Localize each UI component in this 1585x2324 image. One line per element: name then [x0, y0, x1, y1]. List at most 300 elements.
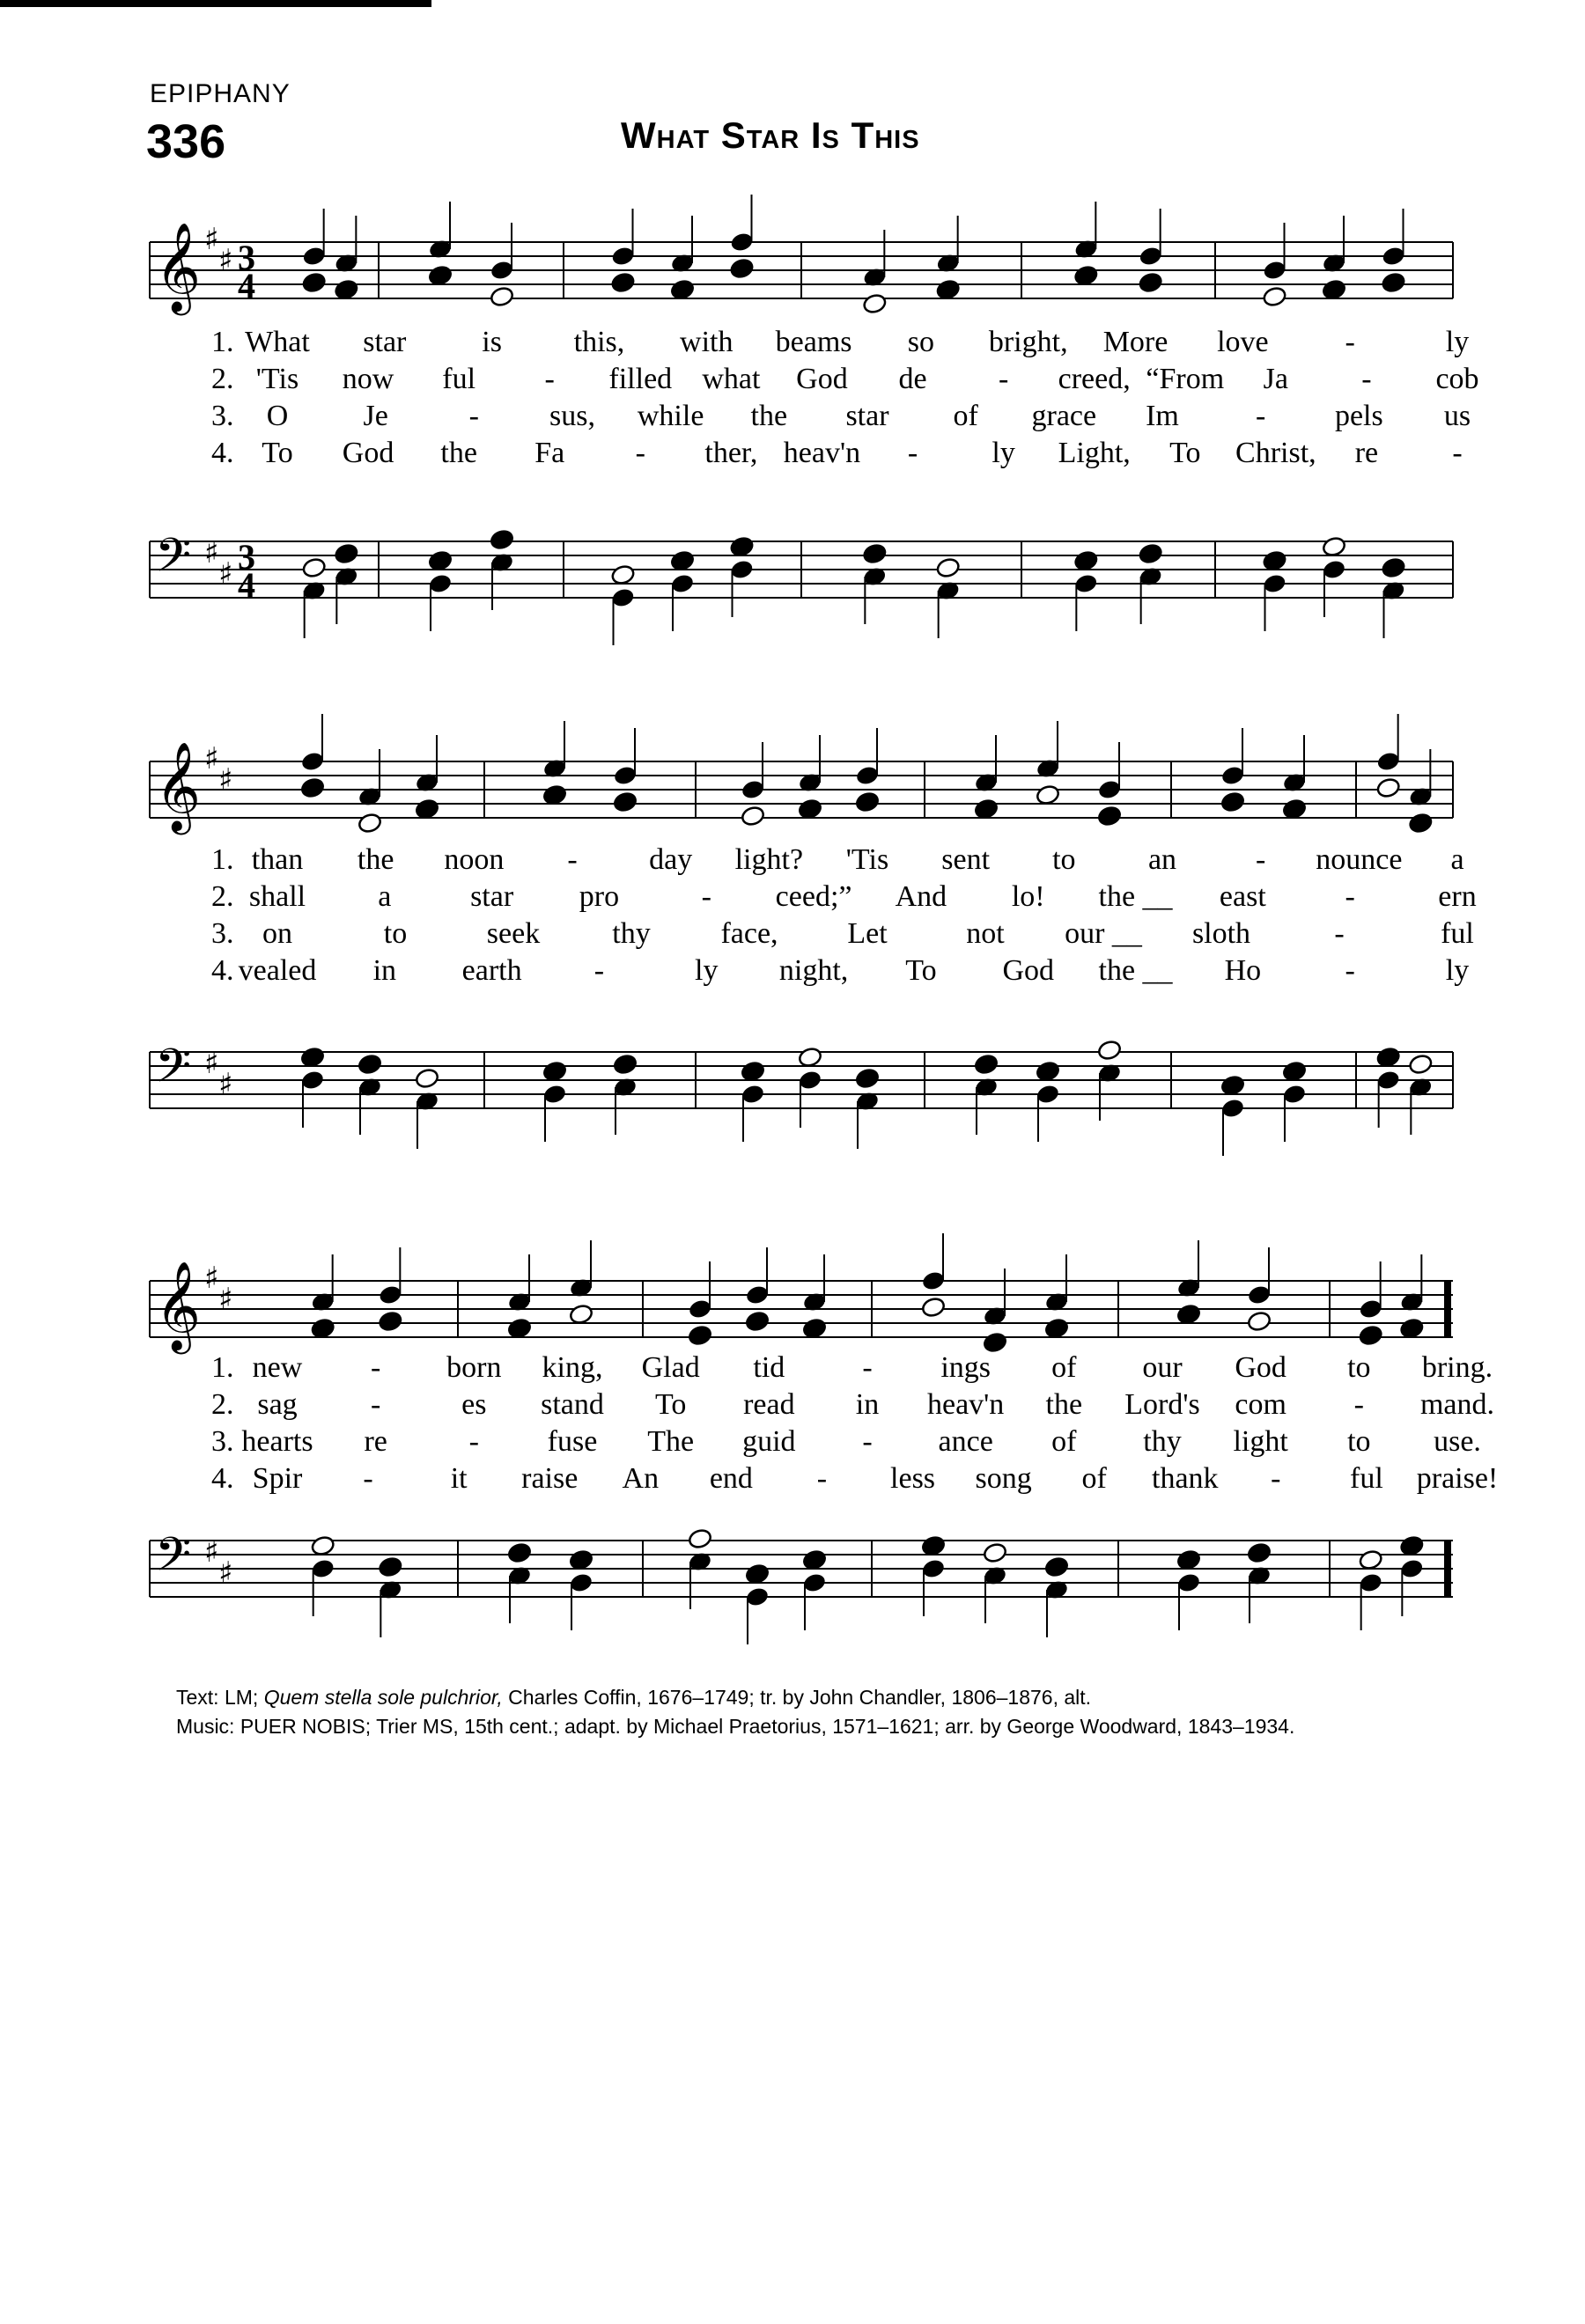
lyric-syllable: ly: [992, 437, 1015, 469]
note-head: [1381, 556, 1406, 578]
lyric-syllable: so: [907, 326, 935, 358]
lyric-syllable: -: [907, 437, 918, 469]
lyric-syllable: To: [1169, 437, 1201, 469]
sharp-sign: ♯: [218, 1067, 233, 1102]
lyric-syllable: this,: [573, 326, 625, 358]
lyric-syllable: of: [1051, 1351, 1077, 1384]
lyric-syllable: creed,: [1058, 363, 1131, 395]
note-head: [802, 1548, 828, 1570]
note-head: [1262, 549, 1287, 571]
lyric-syllable: grace: [1031, 400, 1097, 432]
lyric-syllable: -: [816, 1462, 828, 1495]
note-head: [1375, 776, 1401, 798]
section-heading: EPIPHANY: [150, 79, 291, 108]
lyric-syllable: on: [262, 917, 292, 950]
lyric-syllable: lo!: [1011, 880, 1045, 913]
lyric-syllable: To: [905, 954, 937, 987]
lyric-syllable: More: [1102, 326, 1168, 358]
lyric-syllable: to: [1347, 1425, 1371, 1458]
note-head: [300, 776, 326, 798]
note-head: [1408, 1053, 1434, 1075]
lyric-syllable: our __: [1065, 917, 1142, 950]
lyric-syllable: to: [1052, 843, 1076, 876]
lyric-syllable: of: [1051, 1425, 1077, 1458]
verse-3-line-2: [150, 917, 1474, 956]
lyric-syllable: king,: [542, 1351, 603, 1384]
note-head: [802, 1317, 828, 1339]
lyric-syllable: while: [637, 400, 704, 432]
note-head: [670, 278, 696, 300]
lyric-syllable: God: [796, 363, 848, 395]
note-head: [1282, 1060, 1308, 1082]
lyric-syllable: it: [450, 1462, 468, 1495]
lyric-syllable: com: [1235, 1388, 1286, 1421]
treble-clef: 𝄞: [155, 221, 202, 312]
note-head: [1408, 812, 1434, 834]
lyric-syllable: pels: [1334, 400, 1383, 432]
sharp-sign: ♯: [204, 535, 219, 570]
verse-2-line-2: [150, 880, 1477, 919]
note-head: [415, 1067, 440, 1089]
note-head: [428, 549, 453, 571]
lyric-syllable: face,: [720, 917, 778, 950]
note-head: [1262, 285, 1287, 307]
note-head: [301, 556, 327, 578]
time-signature: 3: [238, 238, 255, 277]
lyric-syllable: -: [862, 1425, 873, 1458]
note-head: [798, 798, 823, 820]
time-signature: 4: [238, 565, 255, 605]
lyric-syllable: earth: [461, 954, 522, 987]
lyric-syllable: -: [544, 363, 555, 395]
verse-2-line-1: [150, 363, 1479, 401]
verse-number: 1.: [211, 1351, 234, 1384]
note-head: [358, 812, 383, 834]
lyric-syllable: stand: [541, 1388, 604, 1421]
sharp-sign: ♯: [204, 222, 219, 257]
note-head: [935, 278, 961, 300]
lyric-syllable: in: [855, 1388, 880, 1421]
lyric-syllable: Light,: [1058, 437, 1131, 469]
note-head: [1036, 783, 1061, 805]
note-head: [729, 535, 755, 557]
note-head: [1247, 1310, 1272, 1332]
note-head: [610, 271, 636, 293]
lyric-syllable: es: [461, 1388, 487, 1421]
note-head: [670, 549, 696, 571]
note-head: [855, 791, 881, 813]
lyric-syllable: What: [245, 326, 310, 358]
note-head: [300, 1046, 326, 1068]
bass-staff-3: [150, 1505, 1453, 1655]
lyric-syllable: light?: [734, 843, 804, 876]
lyric-syllable: -: [635, 437, 645, 469]
note-head: [1322, 535, 1347, 557]
note-head: [1358, 1324, 1383, 1346]
sharp-sign: ♯: [204, 1261, 219, 1296]
lyric-syllable: with: [680, 326, 734, 358]
note-head: [1375, 1046, 1401, 1068]
note-head: [1247, 1541, 1272, 1563]
note-head: [1044, 1317, 1070, 1339]
note-head: [1399, 1317, 1425, 1339]
lyric-syllable: cob: [1435, 363, 1479, 395]
lyric-syllable: To: [654, 1388, 687, 1421]
note-head: [1073, 549, 1099, 571]
lyric-syllable: sag: [257, 1388, 298, 1421]
top-rule: [0, 0, 431, 7]
verse-3-line-3: [150, 1425, 1481, 1464]
lyric-syllable: of: [1081, 1462, 1107, 1495]
lyric-syllable: born: [446, 1351, 502, 1384]
lyric-syllable: God: [342, 437, 394, 469]
lyric-syllable: our: [1142, 1351, 1183, 1384]
note-head: [569, 1303, 594, 1325]
lyric-syllable: the: [1045, 1388, 1083, 1421]
lyric-syllable: Lord's: [1124, 1388, 1200, 1421]
lyric-syllable: Christ,: [1235, 437, 1316, 469]
lyric-syllable: nounce: [1316, 843, 1403, 876]
note-head: [1097, 1039, 1123, 1061]
lyric-syllable: ceed;”: [775, 880, 852, 913]
note-head: [729, 257, 755, 279]
lyric-syllable: to: [383, 917, 408, 950]
lyric-syllable: light: [1233, 1425, 1288, 1458]
lyric-syllable: new: [252, 1351, 303, 1384]
note-head: [855, 1067, 881, 1089]
lyric-syllable: day: [649, 843, 693, 876]
lyric-syllable: re: [364, 1425, 387, 1458]
lyric-syllable: star: [470, 880, 514, 913]
lyric-syllable: a: [378, 880, 392, 913]
verse-number: 4.: [211, 437, 234, 469]
lyric-syllable: -: [363, 1462, 373, 1495]
lyric-syllable: the: [750, 400, 788, 432]
note-head: [613, 791, 638, 813]
lyric-syllable: ance: [938, 1425, 993, 1458]
lyric-syllable: -: [1361, 363, 1372, 395]
hymn-title: What Star Is This: [621, 114, 920, 156]
lyric-syllable: filled: [608, 363, 673, 395]
lyric-syllable: Fa: [534, 437, 565, 469]
note-head: [862, 542, 888, 564]
note-head: [610, 563, 636, 585]
lyric-syllable: Ho: [1224, 954, 1262, 987]
lyric-syllable: praise!: [1416, 1462, 1499, 1495]
note-head: [1176, 1548, 1202, 1570]
lyric-syllable: -: [862, 1351, 873, 1384]
note-head: [428, 264, 453, 286]
note-head: [1036, 1060, 1061, 1082]
verse-number: 1.: [211, 843, 234, 876]
note-head: [974, 1053, 999, 1075]
lyric-syllable: Spir: [252, 1462, 303, 1495]
lyric-syllable: -: [998, 363, 1009, 395]
lyric-syllable: -: [1271, 1462, 1281, 1495]
lyric-syllable: song: [975, 1462, 1032, 1495]
lyric-syllable: ern: [1438, 880, 1477, 913]
lyric-syllable: -: [1353, 1388, 1364, 1421]
note-head: [974, 798, 999, 820]
lyric-syllable: the __: [1098, 880, 1173, 913]
lyric-syllable: of: [953, 400, 978, 432]
note-head: [310, 1317, 335, 1339]
note-head: [862, 292, 888, 314]
lyric-syllable: pro: [579, 880, 620, 913]
lyric-syllable: tid: [753, 1351, 785, 1384]
lyric-syllable: the __: [1098, 954, 1173, 987]
lyric-syllable: end: [709, 1462, 753, 1495]
text-credit-author: Charles Coffin, 1676–1749; tr. by John Chandler, 1806–1876, alt.: [508, 1686, 1092, 1709]
treble-clef: 𝄞: [155, 1260, 202, 1350]
lyric-syllable: guid: [742, 1425, 796, 1458]
verse-number: 3.: [211, 1425, 234, 1458]
treble-clef: 𝄞: [155, 740, 202, 831]
lyric-syllable: us: [1443, 400, 1471, 432]
note-head: [1073, 264, 1099, 286]
note-head: [935, 556, 961, 578]
lyric-syllable: shall: [248, 880, 306, 913]
note-head: [1358, 1548, 1383, 1570]
sharp-sign: ♯: [218, 556, 233, 592]
note-head: [490, 528, 515, 550]
note-head: [1381, 271, 1406, 293]
lyric-syllable: night,: [778, 954, 849, 987]
note-head: [741, 805, 766, 827]
verse-number: 4.: [211, 954, 234, 987]
note-head: [542, 1060, 568, 1082]
note-head: [301, 271, 327, 293]
verse-4-line-1: [150, 437, 1463, 475]
lyric-syllable: thy: [1143, 1425, 1182, 1458]
lyric-syllable: Im: [1146, 400, 1179, 432]
lyric-syllable: re: [1354, 437, 1379, 469]
note-head: [1220, 791, 1246, 813]
lyric-syllable: -: [1334, 917, 1345, 950]
lyric-syllable: 'Tis: [255, 363, 299, 395]
note-head: [1097, 805, 1123, 827]
sharp-sign: ♯: [218, 1555, 233, 1591]
lyric-syllable: an: [1147, 843, 1177, 876]
lyric-syllable: fuse: [547, 1425, 598, 1458]
lyric-syllable: -: [1345, 326, 1355, 358]
lyric-syllable: Glad: [641, 1351, 700, 1384]
lyric-syllable: now: [342, 363, 394, 395]
verse-number: 3.: [211, 400, 234, 432]
note-head: [688, 1324, 713, 1346]
lyric-syllable: O: [266, 400, 289, 432]
lyric-syllable: -: [593, 954, 605, 987]
sharp-sign: ♯: [204, 1534, 219, 1570]
sharp-sign: ♯: [204, 741, 219, 776]
lyric-syllable: the: [357, 843, 394, 876]
verse-number: 1.: [211, 326, 234, 358]
note-head: [798, 1046, 823, 1068]
sharp-sign: ♯: [204, 1046, 219, 1081]
note-head: [1399, 1534, 1425, 1556]
note-head: [921, 1534, 947, 1556]
lyric-syllable: star: [363, 326, 407, 358]
lyric-syllable: raise: [521, 1462, 579, 1495]
lyric-syllable: -: [1345, 954, 1355, 987]
bass-staff-1: [150, 506, 1453, 656]
lyric-syllable: -: [370, 1351, 381, 1384]
lyric-syllable: Ja: [1263, 363, 1289, 395]
lyric-syllable: noon: [444, 843, 505, 876]
lyric-syllable: not: [966, 917, 1005, 950]
verse-number: 3.: [211, 917, 234, 950]
lyric-syllable: is: [482, 326, 502, 358]
lyric-syllable: mand.: [1419, 1388, 1495, 1421]
note-head: [569, 1548, 594, 1570]
music-credit: Music: PUER NOBIS; Trier MS, 15th cent.; adapt. by Michael Praetorius, 1571–1621; arr. by George Woodward, 1843–1934.: [176, 1715, 1295, 1738]
lyric-syllable: -: [468, 1425, 479, 1458]
lyric-syllable: And: [895, 880, 947, 913]
note-head: [745, 1310, 770, 1332]
note-head: [415, 798, 440, 820]
lyric-syllable: sloth: [1191, 917, 1251, 950]
lyric-syllable: ly: [1445, 954, 1470, 987]
time-signature: 3: [238, 537, 255, 577]
lyric-syllable: sent: [941, 843, 991, 876]
lyric-syllable: ful: [1441, 917, 1474, 950]
lyric-syllable: ly: [1445, 326, 1470, 358]
hymn-number: 336: [146, 115, 226, 168]
note-head: [613, 1053, 638, 1075]
note-head: [358, 1053, 383, 1075]
lyric-syllable: God: [1002, 954, 1054, 987]
verse-number: 2.: [211, 363, 234, 395]
lyric-syllable: -: [1452, 437, 1463, 469]
lyric-syllable: bright,: [988, 326, 1068, 358]
lyric-syllable: To: [262, 437, 293, 469]
lyric-syllable: -: [1345, 880, 1355, 913]
verse-1-line-3: [150, 1351, 1493, 1390]
note-head: [334, 542, 359, 564]
lyric-syllable: in: [372, 954, 397, 987]
note-head: [542, 783, 568, 805]
lyric-syllable: sus,: [549, 400, 595, 432]
music-system-3: [150, 1224, 1499, 1717]
lyric-syllable: than: [251, 843, 304, 876]
lyric-syllable: An: [622, 1462, 660, 1495]
lyric-syllable: a: [1450, 843, 1464, 876]
note-head: [310, 1534, 335, 1556]
text-credit-meter: LM;: [224, 1686, 259, 1709]
lyric-syllable: the: [440, 437, 477, 469]
note-head: [490, 285, 515, 307]
note-head: [1138, 542, 1163, 564]
text-credit: [176, 1686, 1091, 1710]
note-head: [1138, 271, 1163, 293]
note-head: [507, 1541, 533, 1563]
verse-2-line-3: [150, 1388, 1495, 1427]
lyric-syllable: ly: [695, 954, 719, 987]
lyric-syllable: de: [898, 363, 927, 395]
lyric-syllable: star: [845, 400, 889, 432]
lyric-syllable: hearts: [241, 1425, 313, 1458]
lyric-syllable: ful: [442, 363, 476, 395]
verse-1-line-1: [150, 326, 1470, 364]
text-credit-title: Quem stella sole pulchrior,: [263, 1686, 503, 1709]
verse-1-line-2: [150, 843, 1464, 882]
lyric-syllable: Let: [847, 917, 888, 950]
note-head: [1220, 1074, 1246, 1096]
lyric-syllable: -: [701, 880, 711, 913]
time-signature: 4: [238, 266, 255, 305]
note-head: [921, 1296, 947, 1318]
bass-clef: 𝄢: [155, 1040, 192, 1105]
lyric-syllable: -: [1255, 843, 1266, 876]
note-head: [378, 1555, 403, 1578]
lyric-syllable: thank: [1151, 1462, 1219, 1495]
sharp-sign: ♯: [218, 243, 233, 278]
lyric-syllable: thy: [612, 917, 651, 950]
lyric-syllable: east: [1219, 880, 1266, 913]
lyric-syllable: The: [647, 1425, 695, 1458]
note-head: [983, 1331, 1008, 1353]
lyric-syllable: vealed: [238, 954, 317, 987]
lyric-syllable: God: [1235, 1351, 1286, 1384]
note-head: [1176, 1303, 1202, 1325]
lyric-syllable: -: [1255, 400, 1266, 432]
note-head: [1322, 278, 1347, 300]
note-head: [334, 278, 359, 300]
lyric-syllable: beams: [775, 326, 852, 358]
lyric-syllable: what: [702, 363, 761, 395]
lyric-syllable: bring.: [1421, 1351, 1493, 1384]
lyric-syllable: “From: [1146, 363, 1225, 395]
music-system-2: [150, 704, 1477, 1197]
lyric-syllable: less: [890, 1462, 936, 1495]
sharp-sign: ♯: [218, 1282, 233, 1317]
lyric-syllable: read: [743, 1388, 795, 1421]
note-head: [688, 1527, 713, 1549]
lyric-syllable: Je: [363, 400, 388, 432]
note-head: [378, 1310, 403, 1332]
lyric-syllable: ful: [1350, 1462, 1383, 1495]
note-head: [1044, 1555, 1070, 1578]
note-head: [983, 1541, 1008, 1563]
lyric-syllable: 'Tis: [845, 843, 889, 876]
lyric-syllable: use.: [1434, 1425, 1481, 1458]
bass-staff-2: [150, 1017, 1453, 1166]
sharp-sign: ♯: [218, 762, 233, 798]
lyric-syllable: heav'n: [927, 1388, 1005, 1421]
verse-3-line-1: [150, 400, 1471, 438]
note-head: [741, 1060, 766, 1082]
lyric-syllable: ings: [940, 1351, 991, 1384]
lyric-syllable: -: [567, 843, 578, 876]
lyric-syllable: love: [1217, 326, 1269, 358]
text-credit-label: Text:: [176, 1686, 219, 1709]
lyric-syllable: -: [370, 1388, 381, 1421]
music-system-1: [150, 176, 1479, 669]
lyric-syllable: ther,: [704, 437, 758, 469]
bass-clef: 𝄢: [155, 1528, 192, 1593]
lyric-syllable: -: [468, 400, 479, 432]
lyric-syllable: to: [1347, 1351, 1371, 1384]
bass-clef: 𝄢: [155, 529, 192, 594]
note-head: [745, 1563, 770, 1585]
lyric-syllable: seek: [486, 917, 541, 950]
note-head: [1282, 798, 1308, 820]
verse-number: 4.: [211, 1462, 234, 1495]
note-head: [507, 1317, 533, 1339]
verse-number: 2.: [211, 1388, 234, 1421]
verse-number: 2.: [211, 880, 234, 913]
verse-4-line-3: [150, 1462, 1499, 1501]
